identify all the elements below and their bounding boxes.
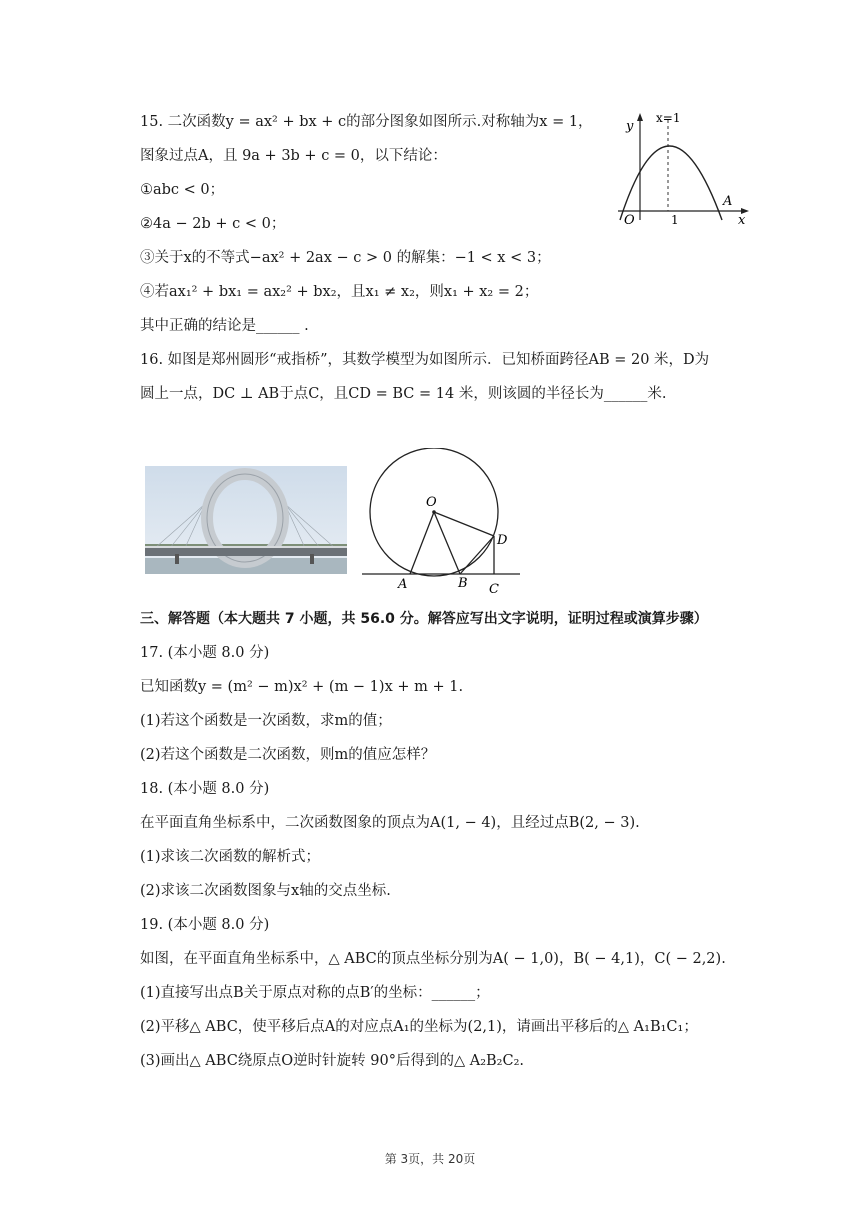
q19-line-1: 如图，在平面直角坐标系中，△ ABC的顶点坐标分别为A( − 1,0)，B( − 4,1)，C( − 2,2).	[140, 951, 726, 967]
q19-part-3: (3)画出△ ABC绕原点O逆时针旋转 90°后得到的△ A₂B₂C₂.	[140, 1053, 525, 1069]
q17-line-1: 已知函数y = (m² − m)x² + (m − 1)x + m + 1.	[140, 679, 464, 695]
page-footer: 第 3页，共 20页	[384, 1152, 476, 1166]
q19-part-2: (2)平移△ ABC，使平移后点A的对应点A₁的坐标为(2,1)，请画出平移后的△ A₁B₁C₁；	[140, 1019, 698, 1035]
q15-x-label: x	[738, 213, 746, 228]
label-c: C	[489, 582, 499, 597]
q17-part-2: (2)若这个函数是二次函数，则m的值应怎样？	[140, 747, 436, 763]
q15-tick-label: 1	[671, 213, 679, 227]
q15-origin-label: O	[624, 213, 635, 228]
q19-part-1: (1)直接写出点B关于原点对称的点B′的坐标：______；	[140, 985, 490, 1001]
label-d: D	[497, 533, 508, 548]
q17-part-1: (1)若这个函数是一次函数，求m的值；	[140, 713, 392, 729]
q15-conclusion-1: ①abc < 0；	[140, 182, 225, 198]
q15-point-a-label: A	[723, 194, 733, 209]
q15-parabola-graph	[612, 108, 752, 232]
q15-sym-label: x=1	[656, 111, 681, 125]
q16-line-2: 圆上一点，DC ⊥ AB于点C，且CD = BC = 14 米，则该圆的半径长为______米.	[140, 386, 667, 402]
label-o: O	[426, 495, 437, 510]
q17-header: 17. (本小题 8.0 分)	[140, 645, 270, 661]
q15-answer-line: 其中正确的结论是______ .	[140, 318, 309, 334]
q15-conclusion-2: ②4a − 2b + c < 0；	[140, 216, 286, 232]
q15-conclusion-4: ④若ax₁² + bx₁ = ax₂² + bx₂，且x₁ ≠ x₂，则x₁ + x₂ = 2；	[140, 284, 539, 300]
label-a: A	[398, 577, 408, 592]
q18-part-2: (2)求该二次函数图象与x轴的交点坐标.	[140, 883, 391, 899]
q18-line-1: 在平面直角坐标系中，二次函数图象的顶点为A(1, − 4)，且经过点B(2, − 3).	[140, 815, 640, 831]
q19-header: 19. (本小题 8.0 分)	[140, 917, 270, 933]
q18-part-1: (1)求该二次函数的解析式；	[140, 849, 321, 865]
bridge-photo	[145, 466, 347, 574]
q16-line-1: 16. 如图是郑州圆形“戒指桥”，其数学模型为如图所示．已知桥面跨径AB = 20 米，D为	[140, 352, 710, 368]
q18-header: 18. (本小题 8.0 分)	[140, 781, 270, 797]
label-b: B	[458, 576, 468, 591]
q15-y-label: y	[626, 119, 634, 134]
q15-conclusion-3: ③关于x的不等式−ax² + 2ax − c > 0 的解集：−1 < x < 3；	[140, 250, 551, 266]
q15-line-2: 图象过点A，且 9a + 3b + c = 0，以下结论：	[140, 148, 447, 164]
circle-geometry-figure	[360, 448, 520, 598]
section-3-heading: 三、解答题（本大题共 7 小题，共 56.0 分。解答应写出文字说明，证明过程或演算步骤）	[140, 611, 708, 627]
q15-line-1: 15. 二次函数y = ax² + bx + c的部分图象如图所示.对称轴为x = 1，	[140, 114, 593, 130]
